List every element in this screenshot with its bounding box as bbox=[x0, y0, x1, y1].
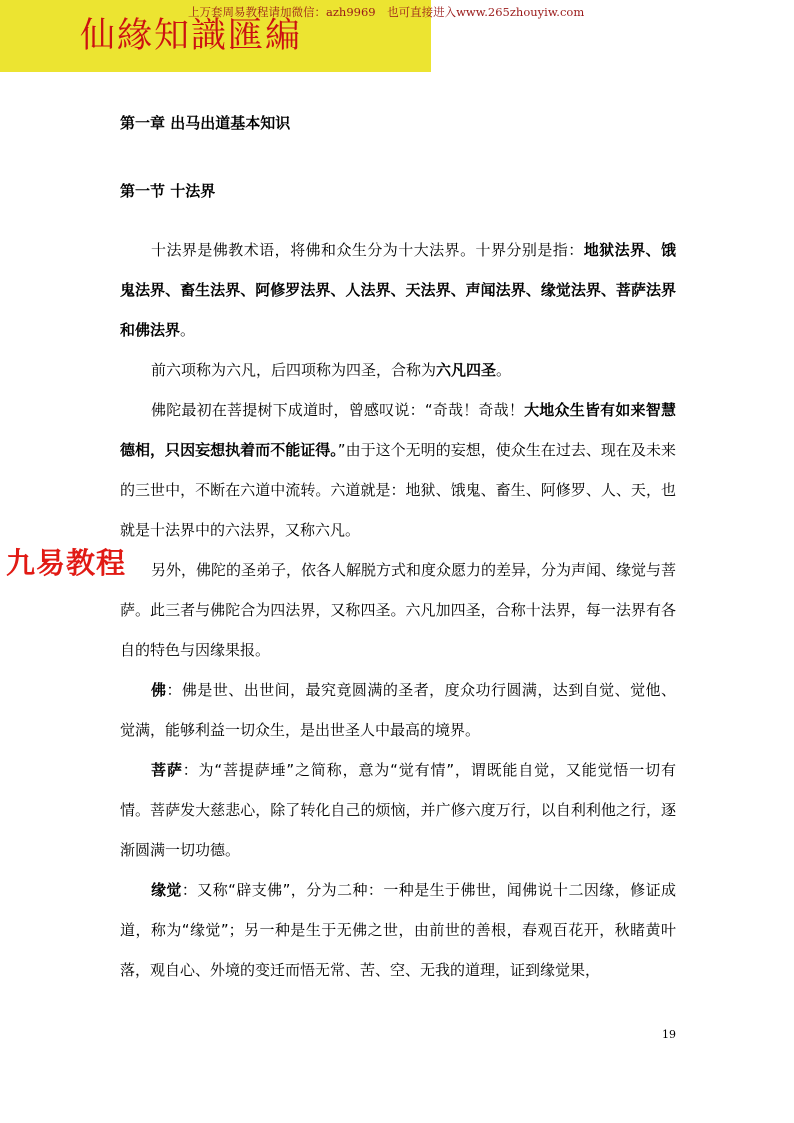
paragraph-1 bbox=[120, 230, 676, 350]
paragraph-5-text: ：佛是世、出世间，最究竟圆满的圣者，度众功行圆满，达到自觉、觉他、觉满，能够利益一切众生，是出世圣人中最高的境界。 bbox=[120, 681, 676, 739]
paragraph-3 bbox=[120, 390, 676, 550]
document-body bbox=[120, 230, 676, 990]
section-title: 第一节 十法界 bbox=[120, 182, 216, 200]
paragraph-3-text: 佛陀最初在菩提树下成道时，曾感叹说：“奇哉！奇哉！ bbox=[151, 401, 525, 419]
paragraph-7 bbox=[120, 870, 676, 990]
paragraph-2-text: 前六项称为六凡，后四项称为四圣，合称为 bbox=[151, 361, 437, 379]
page-number: 19 bbox=[662, 1028, 676, 1041]
side-watermark: 九易教程 bbox=[6, 546, 127, 580]
paragraph-4: 另外，佛陀的圣弟子，依各人解脱方式和度众愿力的差异，分为声闻、缘觉与菩萨。此三者与佛陀合为四法界，又称四圣。六凡加四圣，合称十法界，每一法界有各自的特色与因缘果报。 bbox=[120, 561, 677, 659]
chapter-title: 第一章 出马出道基本知识 bbox=[120, 114, 291, 132]
term-bodhisattva: 菩萨 bbox=[151, 761, 183, 779]
paragraph-1-end: 。 bbox=[180, 321, 196, 339]
term-pratyekabuddha: 缘觉 bbox=[151, 881, 182, 899]
paragraph-6-text: ：为“菩提萨埵”之简称，意为“觉有情”，谓既能自觉，又能觉悟一切有情。菩萨发大慈悲心，除了转化自己的烦恼，并广修六度万行，以自利利他之行，逐渐圆满一切功德。 bbox=[120, 761, 676, 859]
paragraph-3-end: ”由于这个无明的妄想，使众生在过去、现在及未来的三世中，不断在六道中流转。六道就是：地狱、饿鬼、畜生、阿修罗、人、天，也就是十法界中的六法界，又称六凡。 bbox=[120, 441, 676, 539]
paragraph-5 bbox=[120, 670, 676, 750]
paragraph-2 bbox=[120, 350, 676, 390]
paragraph-7-text: ：又称“辟支佛”，分为二种：一种是生于佛世，闻佛说十二因缘，修证成道，称为“缘觉”；另一种是生于无佛之世，由前世的善根，春观百花开，秋睹黄叶落，观自心、外境的变迁而悟无常、苦、空、无我的道理，证到缘觉果， bbox=[120, 881, 676, 979]
paragraph-3-emphasis: 大地众生皆有如来智慧德相，只因妄想执着而不能证得。 bbox=[120, 401, 676, 459]
paragraph-2-emphasis: 六凡四圣 bbox=[436, 361, 497, 379]
banner-title: 仙緣知識匯編 bbox=[80, 16, 303, 56]
paragraph-1-emphasis: 地狱法界、饿鬼法界、畜生法界、阿修罗法界、人法界、天法界、声闻法界、缘觉法界、菩萨法界和佛法界 bbox=[120, 241, 676, 339]
watermark-top-text: 上万套周易教程请加微信：azh9969 也可直接进入www.265zhouyiw.com bbox=[188, 5, 585, 19]
paragraph-1-text: 十法界是佛教术语，将佛和众生分为十大法界。十界分别是指： bbox=[151, 241, 584, 259]
term-buddha: 佛 bbox=[151, 681, 167, 699]
paragraph-2-end: 。 bbox=[496, 361, 512, 379]
paragraph-6 bbox=[120, 750, 676, 870]
